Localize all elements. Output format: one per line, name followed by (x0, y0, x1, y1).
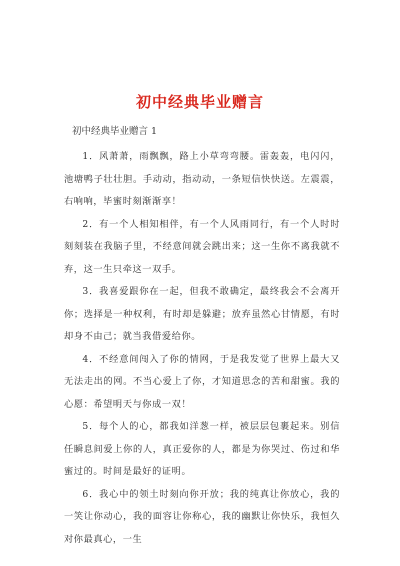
document-title: 初中经典毕业赠言 (135, 93, 264, 111)
paragraph-3: 3．我喜爱跟你在一起，但我不敢确定，最终我会不会离开你；选择是一种权利，有时却是躲避；放弃虽然心甘情愿，有时却身不由己；就当我借爱给你。 (64, 286, 340, 342)
paragraph-5: 5．每个人的心，都我如洋葱一样，被层层包裹起来。别信任瞬息间爱上你的人，真正爱你的人，都是为你哭过、伤过和华蜜过的。时间是最好的证明。 (64, 421, 340, 477)
paragraph-2: 2．有一个人相知相伴，有一个人风雨同行，有一个人时时刻刻装在我脑子里，不经意间就会跳出来；这一生你不离我就不弃，这一生只牵这一双手。 (64, 218, 340, 275)
paragraph-6: 6．我心中的领土时刻向你开放；我的纯真让你放心，我的一笑让你动心，我的面容让你称心，我的幽默让你快乐，我恒久对你最真心，一生 (64, 488, 340, 545)
paragraph-4: 4．不经意间闯入了你的情网，于是我发觉了世界上最大又无法走出的网。不当心爱上了你，才知道思念的苦和甜蜜。我的心愿：希望明天与你成一双！ (64, 353, 340, 410)
paragraph-1: 1．风萧萧，雨飘飘，路上小草弯弯腰。雷轰轰，电闪闪，池塘鸭子壮壮胆。手动动，指动动，一条短信快快送。左震震，右响响，毕蜜时刻渐渐享！ (64, 151, 340, 207)
document-body (64, 146, 340, 551)
document-subtitle: 初中经典毕业赠言 1 (72, 126, 158, 137)
